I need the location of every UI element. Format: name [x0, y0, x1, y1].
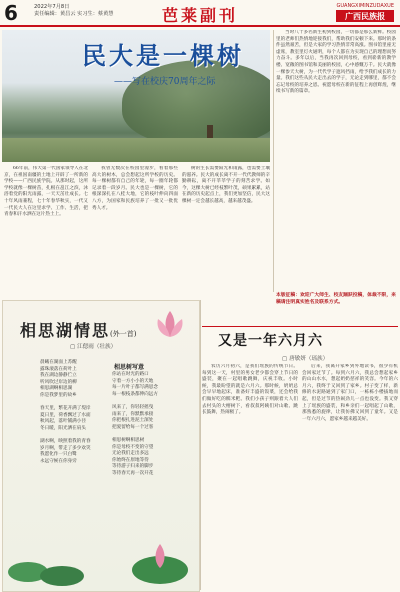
column-title: 芭莱副刊	[161, 6, 238, 25]
verse-line: 晨曦在湖面上苏醒	[40, 360, 77, 365]
paper-name-en: GUANGXIMINZUDAXUE	[336, 3, 394, 9]
verse-line	[112, 398, 184, 405]
lotus-icon	[150, 305, 190, 345]
verse-line: 夏日里，荷香飘过了水面	[40, 412, 91, 418]
verse-line: 你是我梦里的故乡	[40, 392, 77, 398]
essay-author: ▢ 唐敏妍（瑶族）	[282, 356, 329, 362]
verse-line: 你是母校不变的守望	[112, 444, 154, 450]
poem-verses-2	[112, 372, 184, 542]
verse-line: 等待春天再一次开花	[112, 470, 154, 476]
poem-series: (外一首)	[110, 330, 137, 338]
poem-title-text: 相思湖情思	[20, 321, 111, 340]
paper-name-cn: 广西民族报	[336, 10, 394, 22]
hero-photo	[2, 30, 270, 162]
essay-title: 又是一年六月六	[218, 333, 323, 349]
verse-line: 每一片叶子都写满思念	[112, 385, 158, 391]
lead-article-column-1: 66年前，伟大第一代国家领导人在北京，在祖国南疆的土地上开辟了一所新的学校——广西民族学院。从那时起，这所学校就像一棵树苗，扎根在邕江之滨，沐浴着党的阳光雨露，一天天茁壮成长。七十年风雨兼程，七十年春华秋实，一代又一代民大人在这里求学、工作、生活，把青春和汗水洒在这片热土上。	[4, 166, 88, 218]
essay-top-rule	[202, 326, 398, 327]
verse-line: 你把根扎进泥土深处	[112, 418, 154, 424]
page-number: 6	[4, 1, 18, 25]
column-divider	[273, 30, 274, 292]
verse-line: 永远守候在你身旁	[40, 458, 77, 464]
verse-line	[112, 431, 184, 438]
issue-meta	[34, 4, 113, 18]
lotus-leaf-icon	[130, 540, 190, 586]
tree-canopy	[122, 60, 270, 145]
verse-line: 相思湖啊相思湖	[40, 386, 73, 392]
verse-line: 雨来了，你默默承接	[112, 411, 154, 417]
poem-verses-1	[40, 360, 108, 540]
verse-line: 把爱留给每一个过客	[112, 424, 154, 430]
essay-column-2: 后来，我离开家乡到外地读书，很少有机会回家过节了。每到六月六，我总会想起家乡的山山水水，想起奶奶慈祥的笑容。今年的六月六，我终于又回到了家乡。村子变了样，新修的水泥路通到了家门口，一栋栋小楼拔地而起，但是过节的热闹劲儿一点也没变。我又穿上了瑶族的盛装，和乡亲们一起唱起了山歌，那熟悉的旋律，让我仿佛又回到了童年。又是一年六月六，愿家乡越来越美好。	[302, 364, 398, 422]
verse-line: 你始终在原地等待	[112, 457, 149, 463]
verse-line: 露珠滚落在荷叶上	[40, 366, 77, 372]
verse-line: 相思树啊相思树	[112, 437, 145, 443]
editors-line: 责任编辑：黄昌云 实习生：蔡黄慧	[34, 11, 114, 17]
lead-article-column-right: 当时八十多名新生初到校园，一切都是那么新鲜。校园里的老师们热情地迎接我们，帮助我们安顿下来。那时的条件虽然艰苦，但是大家的学习热情非常高涨。图书馆里座无虚席，教室里灯火通明，每个人都在为实现自己的理想而努力奋斗。多年以后，当我再次回到母校，看到崭新的教学楼、宽敞的图书馆和美丽的校园，心中感慨万千。民大就像一棵参天大树，为一代代学子遮风挡雨，给予我们成长的力量。我们这些从民大走出去的学子，无论走到哪里，都不会忘记母校的培养之恩。祝愿母校在新的征程上再创辉煌，继续书写新的篇章。	[276, 30, 396, 95]
poem-title	[20, 318, 136, 341]
poem-author: ▢ 江偲雨（壮族）	[70, 344, 117, 350]
verse-line: 你站在时光的路口	[112, 372, 149, 377]
lead-article-title: 民大是一棵树	[82, 41, 244, 70]
lead-article-column-3: 树的生长需要阳光和雨露，也需要土壤的滋养。民大的成长离不开一代代教师的辛勤耕耘，离不开莘莘学子的刻苦求学。如今，这棵大树已经枝繁叶茂，硕果累累，站在新的历史起点上，我们更加坚信，民大这棵树一定会越长越高，越来越茂盛。	[182, 166, 270, 204]
essay-column-1: 农历六月初六，是我们瑶族的传统节日。每到这一天，村里的男女老少都会穿上节日的盛装，聚在一起唱歌跳舞，庆祝丰收。小时候，我最盼望的就是六月六。那时候，奶奶总会早早地起床，准备好丰盛的饭菜，还会给我们做好吃的糯米粑。我们小孩子则跟着大人们去村头的大榕树下，看叔叔阿姨们对山歌、跳长鼓舞，热闹极了。	[202, 364, 298, 416]
lotus-pads-icon	[6, 548, 86, 588]
verse-line: 风来了，你轻轻摇曳	[112, 404, 154, 410]
verse-line: 岁月啊，带走了多少欢笑	[40, 445, 91, 451]
editor-note: 本版征稿：欢迎广大师生、校友踊跃投稿，体裁不限，来稿请注明真实姓名及联系方式。	[276, 292, 396, 305]
verse-line: 春天里，繁花开满了堤岸	[40, 406, 91, 412]
verse-line: 我愿化作一只白鹭	[40, 452, 77, 458]
verse-line: 听风吹过岸边的柳	[40, 379, 77, 385]
verse-line: 秋风起，落叶铺满小径	[40, 419, 86, 425]
masthead-rule	[0, 25, 400, 27]
issue-date: 2022年7月8日	[34, 4, 70, 10]
section-divider	[200, 300, 201, 590]
verse-line: 无论我们走出多远	[112, 451, 149, 457]
verse-line: 我在湖边静静伫立	[40, 373, 77, 379]
lead-article-column-2: 我曾无数次在校园里漫步，看着那些高大的树木，总会想起这所学校的历史。每一棵树都有自己的年轮，每一圈年轮都记录着一段岁月。民大也是一棵树，它的根深深扎在八桂大地，它的枝叶伸向四面八方，为国家和民族培养了一批又一批优秀人才。	[92, 166, 178, 211]
verse-line: 湖水啊，映照着我的青春	[40, 439, 91, 445]
poem-2-title: 相思树写意	[114, 364, 145, 371]
verse-line: 每一根枝条都伸向远方	[112, 391, 158, 397]
lawn	[2, 138, 270, 162]
verse-line: 等待游子归来的脚步	[112, 464, 154, 470]
verse-line: 守着一方小小的天地	[112, 378, 154, 384]
verse-line: 冬日暖，阳光洒在肩头	[40, 425, 86, 431]
lead-article-subtitle: ——写在校庆70周年之际	[114, 77, 216, 87]
